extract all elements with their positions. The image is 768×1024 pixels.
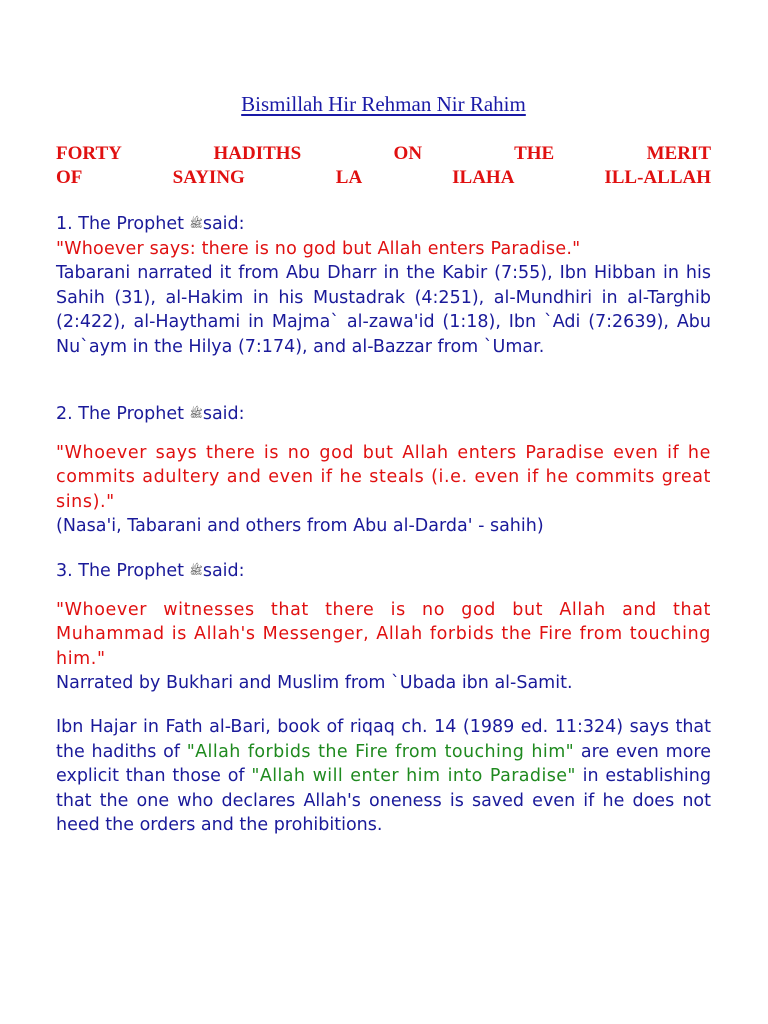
hadith-1-source: Tabarani narrated it from Abu Dharr in the Kabir (7:55), Ibn Hibban in his Sahih (31), al-Hakim in his Mustadrak (4:251), al-Mundhiri in al-Targhib (2:422), al-Haythami in Majma` al-zawa'id (1:18), Ibn `Adi (7:2639), Abu Nu`aym in the Hilya (7:174), and al-Bazzar from `Umar.	[56, 263, 711, 357]
heading-line-2: OF SAYING LA ILAHA ILL-ALLAH	[56, 167, 711, 188]
hadith-1-intro: 1. The Prophet ﷺsaid:	[56, 214, 245, 234]
hadith-1	[56, 212, 711, 360]
hadith-3-quote: "Whoever witnesses that there is no god but Allah and that Muhammad is Allah's Messenger, Allah forbids the Fire from touching him."	[56, 599, 711, 669]
hadith-2-source: (Nasa'i, Tabarani and others from Abu al-Darda' - sahih)	[56, 516, 544, 537]
hadith-3	[56, 559, 711, 696]
hadith-2-quote: "Whoever says there is no god but Allah enters Paradise even if he commits adultery and even if he steals (i.e. even if he commits great sins)."	[56, 442, 711, 512]
pbuh-icon: ﷺ	[189, 217, 203, 230]
page-title: Bismillah Hir Rehman Nir Rahim	[241, 92, 526, 116]
hadith-1-quote: "Whoever says: there is no god but Allah enters Paradise."	[56, 238, 581, 259]
hadith-3-source: Narrated by Bukhari and Muslim from `Ubada ibn al-Samit.	[56, 673, 573, 694]
commentary-quote-1: "Allah forbids the Fire from touching him"	[186, 741, 575, 762]
heading-line-1: FORTY HADITHS ON THE MERIT	[56, 143, 711, 164]
pbuh-icon: ﷺ	[189, 407, 203, 420]
hadith-2-intro: 2. The Prophet ﷺsaid:	[56, 404, 245, 424]
hadith-3-intro: 3. The Prophet ﷺsaid:	[56, 561, 245, 581]
commentary-paragraph: Ibn Hajar in Fath al-Bari, book of riqaq ch. 14 (1989 ed. 11:324) says that the hadiths of "Allah forbids the Fire from touching him" are even more explicit than those of "Allah will enter him into Paradise" in establishing that the one who declares Allah's oneness is saved even if he does not heed the orders and the prohibitions.	[56, 717, 711, 836]
hadith-2	[56, 402, 711, 539]
commentary-quote-2: "Allah will enter him into Paradise"	[251, 766, 576, 787]
pbuh-icon: ﷺ	[189, 564, 203, 577]
